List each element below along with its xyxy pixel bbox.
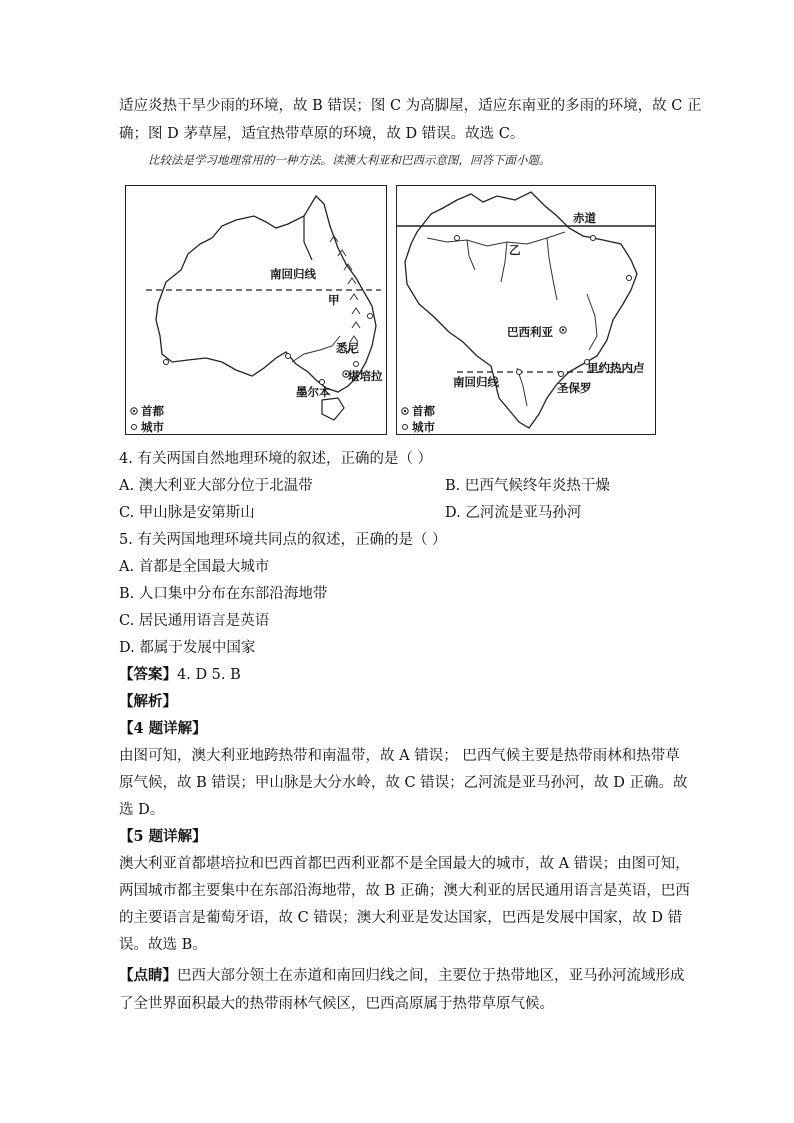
tip-text: 巴西大部分领土在赤道和南回归线之间，主要位于热带地区，亚马孙河流域形成 bbox=[177, 968, 685, 984]
passage-line: 确；图 D 茅草屋，适宜热带草原的环境，故 D 错误。故选 C。 bbox=[119, 126, 525, 142]
brazil-map bbox=[396, 185, 656, 435]
q5-detail-line: 误。故选 B。 bbox=[119, 937, 207, 953]
q4-detail-line: 原气候，故 B 错误；甲山脉是大分水岭，故 C 错误；乙河流是亚马孙河，故 D 正确。故 bbox=[119, 775, 688, 791]
city-marker bbox=[354, 362, 359, 367]
saopaulo-label: 圣保罗 bbox=[557, 381, 592, 395]
q5-detail-line: 的主要语言是葡萄牙语，故 C 错误；澳大利亚是发达国家，巴西是发展中国家，故 D 错 bbox=[119, 910, 683, 926]
rio-label: 里约热内卢 bbox=[587, 361, 645, 375]
question-5-stem: 5. 有关两国地理环境共同点的叙述，正确的是（ ） bbox=[119, 532, 447, 548]
canberra-label: 堪培拉 bbox=[348, 369, 383, 383]
sydney-label: 悉尼 bbox=[336, 341, 359, 355]
question-4-option-b: B. 巴西气候终年炎热干燥 bbox=[445, 478, 610, 494]
question-intro: 比较法是学习地理常用的一种方法。读澳大利亚和巴西示意图，回答下面小题。 bbox=[148, 153, 551, 167]
legend-city: 城市 bbox=[141, 420, 164, 434]
yi-label: 乙 bbox=[509, 243, 521, 257]
question-5-option-c: C. 居民通用语言是英语 bbox=[119, 613, 270, 629]
q5-detail-line: 两国城市都主要集中在东部沿海地带，故 B 正确；澳大利亚的居民通用语言是英语，巴西 bbox=[119, 883, 690, 899]
city-marker bbox=[559, 372, 564, 377]
equator-label: 赤道 bbox=[573, 211, 596, 225]
answer-tag: 【答案】 bbox=[119, 666, 177, 683]
tropic-label: 南回归线 bbox=[270, 267, 316, 281]
tropic-label: 南回归线 bbox=[453, 375, 499, 389]
legend-capital: 首都 bbox=[141, 404, 164, 418]
melbourne-label: 墨尔本 bbox=[296, 385, 331, 399]
tip-line: 了全世界面积最大的热带雨林气候区，巴西高原属于热带草原气候。 bbox=[119, 996, 554, 1012]
australia-map bbox=[125, 185, 387, 435]
city-marker bbox=[455, 236, 460, 241]
city-marker bbox=[164, 360, 169, 365]
question-4-option-d: D. 乙河流是亚马孙河 bbox=[445, 505, 582, 521]
tasmania-outline bbox=[322, 398, 344, 420]
murray-river bbox=[292, 336, 340, 362]
q4-detail-tag: 【4 题详解】 bbox=[119, 720, 207, 737]
city-marker bbox=[286, 354, 291, 359]
q5-detail-tag: 【5 题详解】 bbox=[119, 828, 207, 845]
brazil-outline bbox=[405, 192, 637, 428]
tip-line bbox=[119, 966, 685, 986]
city-marker bbox=[320, 380, 325, 385]
jia-label: 甲 bbox=[328, 293, 340, 307]
legend bbox=[402, 404, 436, 434]
city-marker bbox=[627, 276, 632, 281]
city-marker bbox=[368, 314, 373, 319]
legend-city: 城市 bbox=[412, 420, 435, 434]
city-marker bbox=[517, 370, 522, 375]
australia-outline bbox=[156, 196, 376, 392]
answer-text: 4. D 5. B bbox=[177, 667, 241, 683]
question-4-option-a: A. 澳大利亚大部分位于北温带 bbox=[119, 478, 313, 494]
question-4-option-c: C. 甲山脉是安第斯山 bbox=[119, 505, 255, 521]
legend bbox=[131, 404, 165, 434]
q5-detail-line: 澳大利亚首都堪培拉和巴西首都巴西利亚都不是全国最大的城市，故 A 错误；由图可知， bbox=[119, 856, 690, 872]
passage-line: 适应炎热干旱少雨的环境，故 B 错误；图 C 为高脚屋，适应东南亚的多雨的环境，故 C 正 bbox=[119, 98, 702, 114]
brasilia-label: 巴西利亚 bbox=[507, 325, 553, 339]
question-5-option-d: D. 都属于发展中国家 bbox=[119, 640, 256, 656]
q4-detail-line: 由图可知，澳大利亚地跨热带和南温带，故 A 错误； 巴西气候主要是热带雨林和热带草 bbox=[119, 748, 680, 764]
legend-capital: 首都 bbox=[412, 404, 435, 418]
q4-detail-line: 选 D。 bbox=[119, 802, 165, 818]
question-4-stem: 4. 有关两国自然地理环境的叙述，正确的是（ ） bbox=[119, 451, 433, 467]
question-5-option-a: A. 首都是全国最大城市 bbox=[119, 559, 270, 575]
city-marker bbox=[591, 236, 596, 241]
tip-tag: 【点睛】 bbox=[119, 967, 177, 984]
analysis-tag: 【解析】 bbox=[119, 693, 177, 710]
question-5-option-b: B. 人口集中分布在东部沿海地带 bbox=[119, 586, 328, 602]
answer-line bbox=[119, 665, 241, 685]
